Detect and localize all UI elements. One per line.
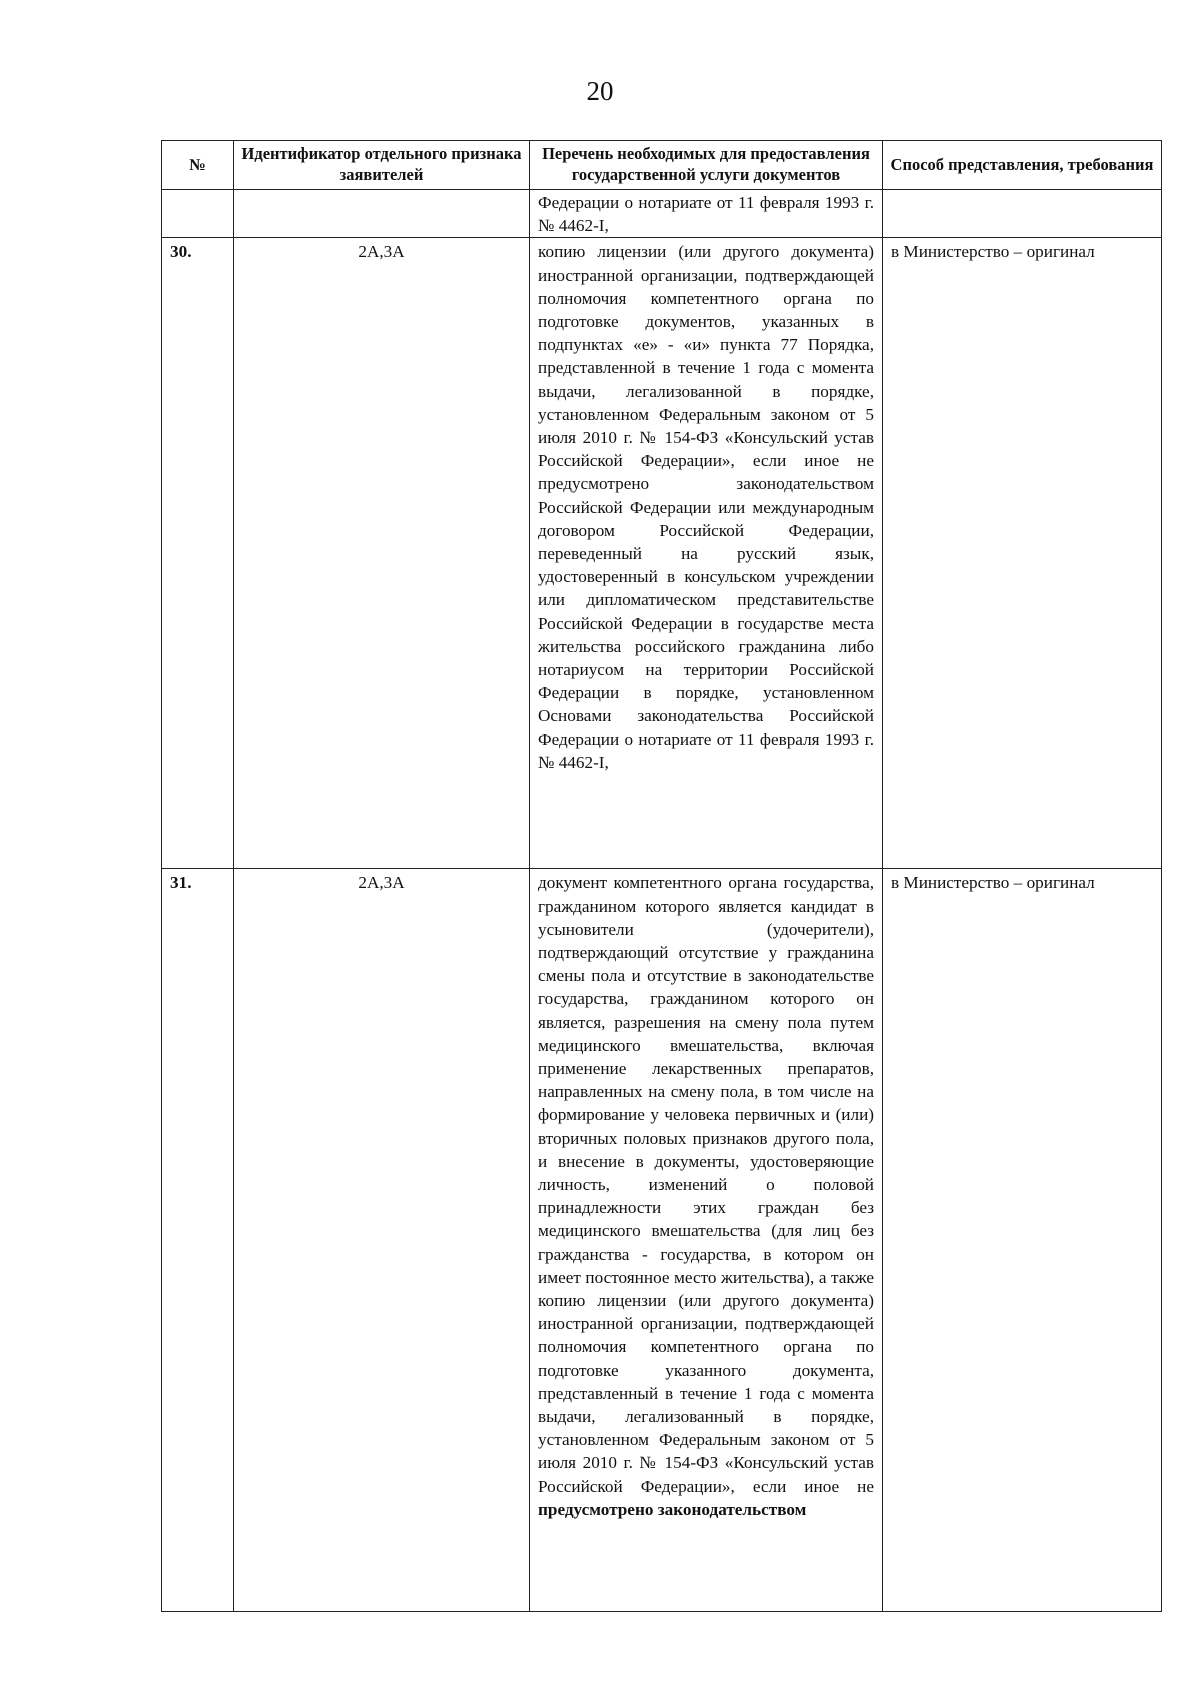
cell-method: в Министерство – оригинал (883, 869, 1162, 1612)
page-number: 20 (586, 76, 614, 106)
table-row (162, 238, 1162, 869)
header-identifier: Идентификатор отдельного признака заявителей (234, 141, 530, 190)
header-documents: Перечень необходимых для предоставления государственной услуги документов (530, 141, 883, 190)
cell-number: 31. (162, 869, 234, 1612)
header-number: № (162, 141, 234, 190)
cell-number (162, 190, 234, 238)
cell-method: в Министерство – оригинал (883, 238, 1162, 869)
cell-documents (530, 869, 883, 1612)
cell-documents: Федерации о нотариате от 11 февраля 1993 г. № 4462-I, (530, 190, 883, 238)
documents-table (161, 140, 1162, 1612)
documents-text: документ компетентного органа государства, гражданином которого является кандидат в усыновители (удочерители), подтверждающий отсутствие у гражданина смены пола и отсутствие в законодательстве государства, гражданином которого он является, разрешения на смену пола путем медицинского вмешательства, включая применение лекарственных препаратов, направленных на смену пола, в том числе на формирование у человека первичных и (или) вторичных половых признаков другого пола, и внесение в документы, удостоверяющие личность, изменений о половой принадлежности этих граждан без медицинского вмешательства (для лиц без гражданства - государства, в котором он имеет постоянное место жительства), а также копию лицензии (или другого документа) иностранной организации, подтверждающей полномочия компетентного органа по подготовке указанного документа, представленный в течение 1 года с момента выдачи, легализованный в порядке, установленном Федеральным законом от 5 июля 2010 г. № 154-ФЗ «Консульский устав Российской Федерации», если иное не (538, 873, 874, 1496)
cell-identifier: 2А,3А (234, 869, 530, 1612)
cell-documents: копию лицензии (или другого документа) иностранной организации, подтверждающей полномочия компетентного органа по подготовке документов, указанных в подпунктах «е» - «и» пункта 77 Порядка, представленной в течение 1 года с момента выдачи, легализованной в порядке, установленном Федеральным законом от 5 июля 2010 г. № 154-ФЗ «Консульский устав Российской Федерации», если иное не предусмотрено законодательством Российской Федерации или международным договором Российской Федерации, переведенный на русский язык, удостоверенный в консульском учреждении или дипломатическом представительстве Российской Федерации в государстве места жительства российского гражданина либо нотариусом на территории Российской Федерации в порядке, установленном Основами законодательства Российской Федерации о нотариате от 11 февраля 1993 г. № 4462-I, (530, 238, 883, 869)
cell-method (883, 190, 1162, 238)
documents-text-continued: предусмотрено законодательством (538, 1499, 807, 1519)
table-row (162, 869, 1162, 1612)
table-header-row (162, 141, 1162, 190)
table-row-continuation (162, 190, 1162, 238)
header-method: Способ представления, требования (883, 141, 1162, 190)
cell-number: 30. (162, 238, 234, 869)
cell-identifier (234, 190, 530, 238)
cell-identifier: 2А,3А (234, 238, 530, 869)
